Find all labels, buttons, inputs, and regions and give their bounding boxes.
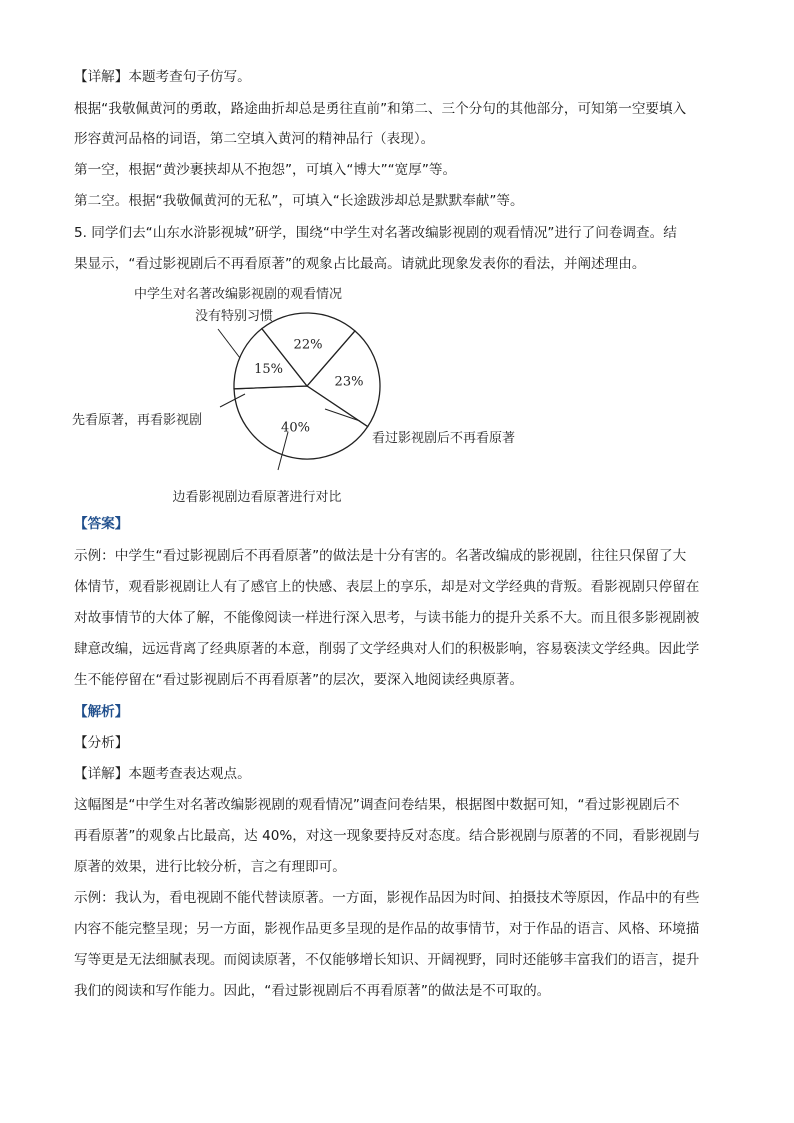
detail-paragraph-line-1: 根据“我敬佩黄河的勇敢，路途曲折却总是勇往直前”和第二、三个分句的其他部分，可知第一空要填入 bbox=[74, 101, 687, 117]
question-5-line-2: 果显示，“看过影视剧后不再看原著”的观象占比最高。请就此现象发表你的看法，并阐述理由。 bbox=[74, 256, 646, 272]
analysis-line-7: 我们的阅读和写作能力。因此，“看过影视剧后不再看原著”的做法是不可取的。 bbox=[74, 983, 551, 999]
analysis-line-1: 这幅图是“中学生对名著改编影视剧的观看情况”调查问卷结果，根据图中数据可知，“看过影视剧后不 bbox=[74, 797, 680, 813]
detail-heading-line: 【详解】本题考查句子仿写。 bbox=[74, 69, 251, 85]
pie-leader-line-1 bbox=[218, 329, 243, 362]
pie-chart-title: 中学生对名著改编影视剧的观看情况 bbox=[133, 287, 343, 302]
answer-heading: 【答案】 bbox=[74, 516, 129, 532]
pie-slice-percent-2: 40% bbox=[281, 420, 310, 436]
analysis-line-6: 写等更是无法细腻表现。而阅读原著，不仅能够增长知识、开阔视野，同时还能够丰富我们的语言，提升 bbox=[74, 952, 700, 968]
detail-first-blank-line: 第一空，根据“黄沙裹挟却从不抱怨”，可填入“博大”“宽厚”等。 bbox=[74, 162, 457, 178]
answer-line-2: 体情节，观看影视剧让人有了感官上的快感、表层上的享乐，却是对文学经典的背叛。看影视剧只停留在 bbox=[74, 579, 700, 595]
pie-slice-percent-3: 15% bbox=[254, 362, 284, 378]
answer-line-1: 示例：中学生“看过影视剧后不再看原著”的做法是十分有害的。名著改编成的影视剧，往往只保留了大 bbox=[74, 548, 687, 564]
pie-slice-percent-1: 23% bbox=[334, 374, 364, 390]
analysis-heading: 【解析】 bbox=[74, 704, 129, 720]
pie-slice-label-1: 没有特别习惯 bbox=[194, 309, 274, 324]
detail-second-blank-line: 第二空。根据“我敬佩黄河的无私”，可填入“长途跋涉却总是默默奉献”等。 bbox=[74, 193, 524, 209]
answer-line-5: 生不能停留在“看过影视剧后不再看原著”的层次，要深入地阅读经典原著。 bbox=[74, 672, 524, 688]
pie-slice-percent-4: 22% bbox=[293, 337, 323, 353]
detail-paragraph-line-2: 形容黄河品格的词语，第二空填入黄河的精神品行（表现）。 bbox=[74, 131, 435, 147]
pie-slice-label-4: 先看原著，再看影视剧 bbox=[72, 413, 203, 428]
analysis-detail-heading: 【详解】本题考查表达观点。 bbox=[74, 766, 251, 782]
analysis-line-2: 再看原著”的观象占比最高，达 40%，对这一现象要持反对态度。结合影视剧与原著的不同，看影视剧与 bbox=[74, 828, 701, 844]
answer-line-4: 肆意改编，远远背离了经典原著的本意，削弱了文学经典对人们的积极影响，容易亵渎文学经典。因此学 bbox=[74, 641, 700, 657]
pie-slice-label-2: 看过影视剧后不再看原著 bbox=[372, 431, 516, 446]
pie-slice-label-3: 边看影视剧边看原著进行对比 bbox=[172, 490, 342, 505]
analysis-subheading: 【分析】 bbox=[74, 735, 129, 751]
answer-line-3: 对故事情节的大体了解，不能像阅读一样进行深入思考，与读书能力的提升关系不大。而且很多影视剧被 bbox=[74, 610, 700, 626]
analysis-line-5: 内容不能完整呈现；另一方面，影视作品更多呈现的是作品的故事情节，对于作品的语言、风格、环境描 bbox=[74, 921, 700, 937]
analysis-line-3: 原著的效果，进行比较分析，言之有理即可。 bbox=[74, 859, 346, 875]
pie-chart bbox=[60, 282, 540, 507]
question-5-line-1: 5. 同学们去“山东水浒影视城”研学，围绕“中学生对名著改编影视剧的观看情况”进行了问卷调查。结 bbox=[74, 225, 677, 241]
pie-chart-svg bbox=[60, 282, 540, 507]
analysis-line-4: 示例：我认为，看电视剧不能代替读原著。一方面，影视作品因为时间、拍摄技术等原因，作品中的有些 bbox=[74, 890, 700, 906]
